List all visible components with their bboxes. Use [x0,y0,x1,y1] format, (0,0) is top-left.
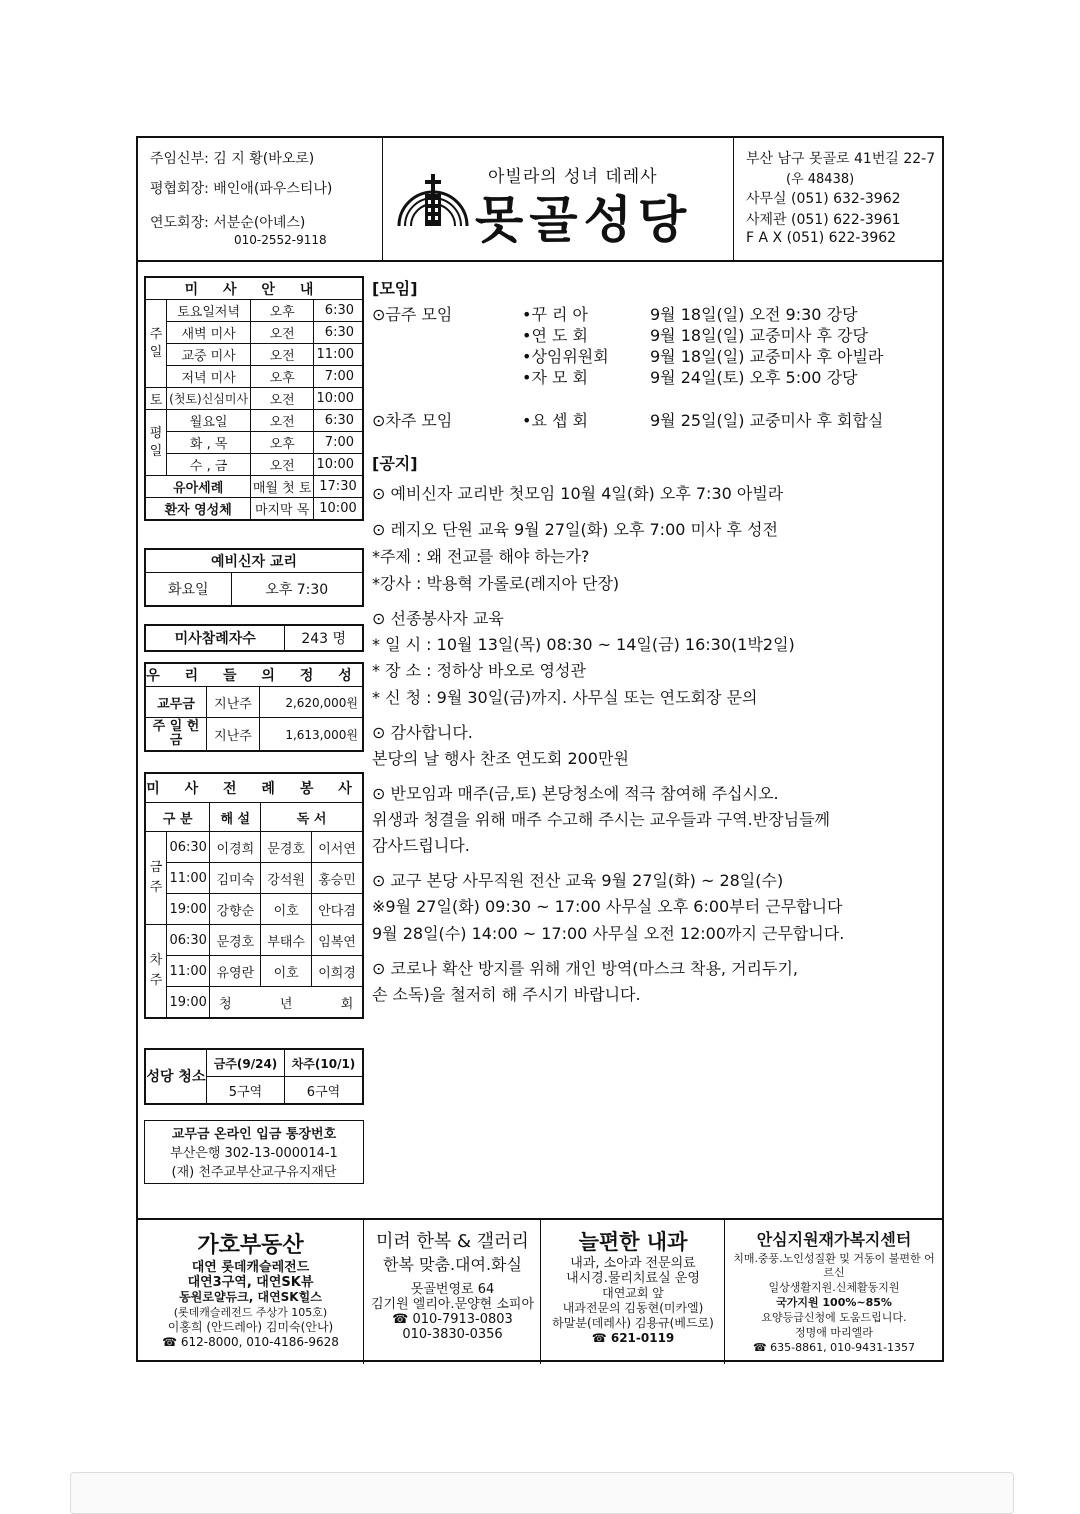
offering-label: 주 일 헌 금 [146,718,207,751]
mass-ampm: 오후 [251,432,314,454]
ad-hanbok [365,1220,541,1364]
offering-title: 우 리 들 의 정 성 [146,664,363,687]
ad-line: 못골번영로 64 [410,1282,495,1297]
sunday-label: 주일 [146,300,167,388]
ad-line: 하말분(데레사) 김용규(베드로) [552,1316,714,1330]
this-week-label: 금주 [146,832,167,925]
ad-line: 한복 맞춤.대여.화실 [383,1255,522,1274]
ad-line: ☎ 010-7913-0803 [392,1312,513,1327]
mass-name: (첫토)신심미사 [167,388,251,410]
liturgy-reader: 홍승민 [312,863,363,894]
notice-line: ⊙ 코로나 확산 방지를 위해 개인 방역(마스크 착용, 거리두기, [372,959,798,978]
council-president: 평협회장: 배인애(파우스티나) [150,181,333,197]
mass-ampm: 오전 [251,388,314,410]
meeting-detail: 9월 18일(일) 오전 9:30 강당 [650,305,858,324]
ad-line: 정명애 마리엘라 [795,1326,873,1339]
notice-line: *강사 : 박용혁 가롤로(레지아 단장) [372,574,620,593]
meeting-detail: 9월 25일(일) 교중미사 후 회합실 [650,411,884,430]
meeting-group: •연 도 회 [522,326,588,345]
notice-line: 본당의 날 행사 찬조 연도회 200만원 [372,749,629,768]
youth-group [210,987,363,1018]
liturgy-commentary: 강향순 [210,894,261,925]
mass-name: 교중 미사 [167,344,251,366]
notice-line: 손 소독)을 철저히 해 주시기 바랍니다. [372,985,641,1004]
staff-info [138,138,383,260]
ad-line: 대연3구역, 대연SK뷰 [187,1275,314,1290]
bulletin-page [136,136,944,1362]
notice-line: ⊙ 반모임과 매주(금,토) 본당청소에 적극 참여해 주십시오. [372,784,779,803]
footer-ads [138,1218,942,1364]
cleaning-next-week: 6구역 [285,1077,363,1104]
notice-line: * 장 소 : 정하상 바오로 영성관 [372,661,586,680]
ad-title: 미려 한복 & 갤러리 [376,1231,529,1252]
mass-ampm: 오전 [251,410,314,432]
mass-time: 10:00 [314,388,363,410]
ad-line: 일상생활지원.신체활동지원 [768,1281,900,1294]
ad-line: 요양등급신청에 도움드립니다. [761,1311,907,1324]
meeting-detail: 9월 24일(토) 오후 5:00 강당 [650,368,858,387]
pastor: 주임신부: 김 지 황(바오로) [150,151,315,167]
notice-line: *주제 : 왜 전교를 해야 하는가? [372,547,590,566]
mass-time: 6:30 [314,322,363,344]
liturgy-time: 06:30 [167,832,210,863]
bank-holder: (재) 천주교부산교구유지재단 [171,1165,337,1180]
fax-number: F A X (051) 622-3962 [746,230,897,246]
liturgy-reader: 부태수 [261,925,312,956]
liturgy-time: 11:00 [167,956,210,987]
ad-line: 010-3830-0356 [402,1327,503,1342]
mass-ampm: 오전 [251,344,314,366]
liturgy-header: 독 서 [261,803,363,832]
notice-line: ⊙ 예비신자 교리반 첫모임 10월 4일(화) 오후 7:30 아빌라 [372,484,784,503]
bank-title: 교무금 온라인 입금 통장번호 [171,1127,337,1142]
notices-heading: [공지] [372,454,418,473]
meeting-group: •꾸 리 아 [522,305,588,324]
youth-group-char: 회 [340,996,354,1012]
meeting-group: •자 모 회 [522,368,588,387]
ad-line: ☎ 612-8000, 010-4186-9628 [162,1335,339,1349]
ad-title: 안심지원재가복지센터 [756,1230,912,1249]
offering-period: 지난주 [207,718,260,751]
notice-line: 감사드립니다. [372,836,470,855]
next-week-meetings-label: ⊙차주 모임 [372,411,453,430]
saturday-label: 토 [146,388,167,410]
liturgy-reader: 이호 [261,894,312,925]
notice-line: 9월 28일(수) 14:00 ~ 17:00 사무실 오전 12:00까지 근무합니다. [372,924,845,943]
cleaning-label: 성당 청소 [146,1050,207,1104]
next-week-label: 차주 [146,925,167,1018]
liturgy-reader: 강석원 [261,863,312,894]
mass-time: 6:30 [314,300,363,322]
church-logo-icon [395,170,471,230]
ad-line: ☎ 635-8861, 010-9431-1357 [752,1341,916,1354]
catechumen-day: 화요일 [146,573,232,606]
mass-name: 토요일저녁 [167,300,251,322]
notice-line: ⊙ 레지오 단원 교육 9월 27일(화) 오후 7:00 미사 후 성전 [372,520,778,539]
meetings-heading: [모임] [372,279,418,298]
liturgy-box [144,772,364,1019]
infant-baptism-label: 유아세례 [146,476,251,498]
weekday-label: 평일 [146,410,167,476]
catechumen-time: 오후 7:30 [231,573,363,606]
notice-line: ⊙ 선종봉사자 교육 [372,609,504,628]
ad-clinic [542,1220,725,1364]
liturgy-reader: 이서연 [312,832,363,863]
attendance-value: 243 명 [285,626,363,651]
sick-communion-label: 환자 영성체 [146,498,251,520]
liturgy-reader: 임복연 [312,925,363,956]
ad-line: 국가지원 100%~85% [776,1296,892,1309]
mass-ampm: 오전 [251,322,314,344]
meeting-detail: 9월 18일(일) 교중미사 후 강당 [650,326,868,345]
sick-communion-when: 마지막 목 [251,498,314,520]
ad-line: 내과, 소아과 전문의료 [570,1256,696,1271]
ad-title: 늘편한 내과 [578,1230,688,1254]
bank-box [144,1120,364,1184]
cleaning-box [144,1048,364,1105]
liturgy-header: 구 분 [146,803,210,832]
liturgy-time: 19:00 [167,894,210,925]
notice-line: ⊙ 교구 본당 사무직원 전산 교육 9월 27일(화) ~ 28일(수) [372,871,784,890]
notice-line: ⊙ 감사합니다. [372,723,473,742]
notice-line: 위생과 청결을 위해 매주 수고해 주시는 교우들과 구역.반장님들께 [372,810,831,829]
mass-schedule-title: 미 사 안 내 [146,278,363,300]
ad-line: 내시경.물리치료실 운영 [566,1271,700,1286]
ad-line: 김기원 엘리아.문양현 소피아 [370,1297,535,1312]
church-name: 못골성당 [475,190,693,249]
offering-box [144,662,364,752]
liturgy-time: 06:30 [167,925,210,956]
infant-baptism-time: 17:30 [314,476,363,498]
liturgy-commentary: 유영란 [210,956,261,987]
mass-time: 10:00 [314,454,363,476]
liturgy-commentary: 김미숙 [210,863,261,894]
ad-line: (롯데캐슬레전드 주상가 105호) [173,1306,328,1319]
notice-line: * 일 시 : 10월 13일(목) 08:30 ~ 14일(금) 16:30(1박2일) [372,635,795,654]
sick-communion-time: 10:00 [314,498,363,520]
this-week-meetings-label: ⊙금주 모임 [372,305,453,324]
cleaning-next-week-head: 차주(10/1) [285,1050,363,1077]
mass-ampm: 오후 [251,300,314,322]
liturgy-reader: 문경호 [261,832,312,863]
ad-line: 대연교회 앞 [602,1286,664,1300]
mass-time: 7:00 [314,366,363,388]
office-phone: 사무실 (051) 632-3962 [746,191,901,207]
mass-time: 7:00 [314,432,363,454]
youth-group-char: 년 [279,996,293,1012]
liturgy-header: 해 설 [210,803,261,832]
mass-ampm: 오후 [251,366,314,388]
mass-schedule [144,276,364,521]
contact-info [734,138,942,260]
ad-line: 치매.중풍.노인성질환 및 거동이 불편한 어르신 [733,1252,935,1279]
catechumen-box [144,548,364,607]
ad-line: 동원로얄듀크, 대연SK힐스 [179,1290,322,1304]
district-phone: 010-2552-9118 [234,233,327,247]
liturgy-time: 11:00 [167,863,210,894]
liturgy-reader: 안다겸 [312,894,363,925]
attendance-label: 미사참례자수 [146,626,285,651]
church-motto: 아빌라의 성녀 데레사 [488,167,658,187]
liturgy-reader: 이호 [261,956,312,987]
ad-line: 대연 롯데캐슬레전드 [191,1260,310,1275]
offering-period: 지난주 [207,687,260,718]
mass-name: 화 , 목 [167,432,251,454]
liturgy-commentary: 문경호 [210,925,261,956]
cleaning-this-week: 5구역 [207,1077,285,1104]
liturgy-title: 미 사 전 례 봉 사 [146,774,363,803]
district-president: 연도회장: 서분순(아녜스) [150,215,306,231]
ad-line: 내과전문의 김동현(미카엘) [562,1301,704,1315]
ad-line: 이홍희 (안드레아) 김미숙(안나) [167,1320,334,1334]
mass-time: 6:30 [314,410,363,432]
liturgy-time: 19:00 [167,987,210,1018]
attendance-box [144,624,364,652]
mass-name: 새벽 미사 [167,322,251,344]
meeting-detail: 9월 18일(일) 교중미사 후 아빌라 [650,347,884,366]
infant-baptism-when: 매월 첫 토 [251,476,314,498]
address: 부산 남구 못골로 41번길 22-7 [746,151,936,167]
ad-line: ☎ 621-0119 [591,1331,675,1345]
cleaning-this-week-head: 금주(9/24) [207,1050,285,1077]
mass-ampm: 오전 [251,454,314,476]
notice-line: * 신 청 : 9월 30일(금)까지. 사무실 또는 연도회장 문의 [372,688,758,707]
meeting-group: •요 셉 회 [522,411,588,430]
mass-name: 수 , 금 [167,454,251,476]
bulletin-header [138,138,942,262]
church-title-block [383,138,734,260]
mass-name: 월요일 [167,410,251,432]
offering-label: 교무금 [146,687,207,718]
liturgy-commentary: 이경희 [210,832,261,863]
bottom-panel [70,1472,1014,1514]
zip-code: (우 48438) [786,172,855,187]
catechumen-title: 예비신자 교리 [146,550,363,573]
youth-group-char: 청 [219,996,232,1012]
ad-realestate [138,1220,364,1364]
offering-amount: 1,613,000원 [260,718,363,751]
liturgy-reader: 이희경 [312,956,363,987]
ad-welfare-center [726,1220,942,1364]
mass-time: 11:00 [314,344,363,366]
notice-line: ※9월 27일(화) 09:30 ~ 17:00 사무실 오후 6:00부터 근무합니다 [372,897,843,916]
meeting-group: •상임위원회 [522,347,609,366]
rectory-phone: 사제관 (051) 622-3961 [746,212,901,228]
ad-title: 가호부동산 [197,1233,304,1258]
offering-amount: 2,620,000원 [260,687,363,718]
mass-name: 저녁 미사 [167,366,251,388]
bank-account: 부산은행 302-13-000014-1 [170,1146,338,1161]
